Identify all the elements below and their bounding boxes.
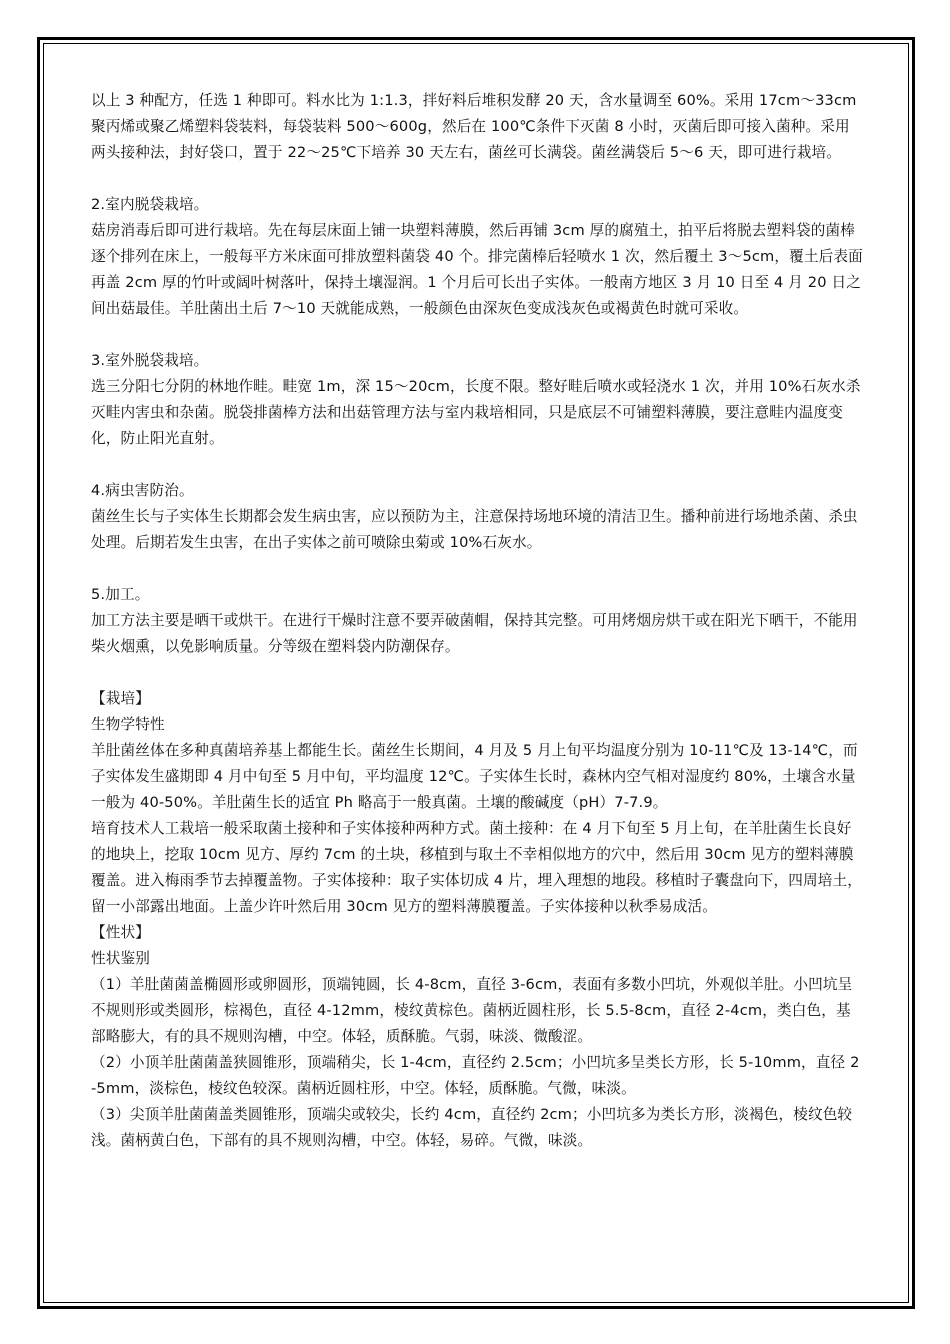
paragraph: （3）尖顶羊肚菌菌盖类圆锥形，顶端尖或较尖，长约 4cm，直径约 2cm；小凹坑多为类长方形，淡褐色，棱纹色较浅。菌柄黄白色，下部有的具不规则沟槽，中空。体轻，易碎。气微，味淡。 (91, 1106, 853, 1149)
paragraph: 菇房消毒后即可进行栽培。先在每层床面上铺一块塑料薄膜，然后再铺 3cm 厚的腐殖土，拍平后将脱去塑料袋的菌棒逐个排列在床上，一般每平方米床面可排放塑料菌袋 40 个。排完菌棒后轻喷水 1 次，然后覆土 3～5cm，覆土后表面再盖 2cm 厚的竹叶或阔叶树落叶，保持土壤湿润。1 个月后可长出子实体。一般南方地区 3 月 10 日至 4 月 20 日之间出菇最佳。羊肚菌出土后 7～10 天就能成熟，一般颜色由深灰色变成浅灰色或褐黄色时就可采收。 (91, 222, 863, 317)
paragraph: 生物学特性 (91, 716, 165, 733)
paragraph: 5.加工。 (91, 586, 150, 603)
paragraph: 羊肚菌丝体在多种真菌培养基上都能生长。菌丝生长期间，4 月及 5 月上旬平均温度分别为 10-11℃及 13-14℃，而子实体发生盛期即 4 月中旬至 5 月中旬，平均温度 12℃。子实体生长时，森林内空气相对湿度约 80%，土壤含水量一般为 40-50%。羊肚菌生长的适宜 Ph 略高于一般真菌。土壤的酸碱度（pH）7-7.9。 (91, 742, 858, 811)
paragraph: 以上 3 种配方，任选 1 种即可。料水比为 1:1.3，拌好料后堆积发酵 20 天，含水量调至 60%。采用 17cm～33cm 聚丙烯或聚乙烯塑料袋装料，每袋装料 500～600g，然后在 100℃条件下灭菌 8 小时，灭菌后即可接入菌种。采用两头接种法，封好袋口，置于 22～25℃下培养 30 天左右，菌丝可长满袋。菌丝满袋后 5～6 天，即可进行栽培。 (91, 92, 857, 161)
paragraph: 加工方法主要是晒干或烘干。在进行干燥时注意不要弄破菌帽，保持其完整。可用烤烟房烘干或在阳光下晒干，不能用柴火烟熏，以免影响质量。分等级在塑料袋内防潮保存。 (91, 612, 858, 655)
paragraph: 2.室内脱袋栽培。 (91, 196, 209, 213)
paragraph: 菌丝生长与子实体生长期都会发生病虫害，应以预防为主，注意保持场地环境的清洁卫生。播种前进行场地杀菌、杀虫处理。后期若发生虫害，在出子实体之前可喷除虫菊或 10%石灰水。 (91, 508, 858, 551)
paragraph-spacer (91, 556, 863, 582)
paragraph: 性状鉴别 (91, 950, 150, 967)
paragraph: （1）羊肚菌菌盖椭圆形或卵圆形，顶端钝圆，长 4-8cm，直径 3-6cm，表面有多数小凹坑，外观似羊肚。小凹坑呈不规则形或类圆形，棕褐色，直径 4-12mm，棱纹黄棕色。菌柄近圆柱形，长 5.5-8cm，直径 2-4cm，类白色，基部略膨大，有的具不规则沟槽，中空。体轻，质酥脆。气弱，味淡、微酸涩。 (91, 976, 853, 1045)
paragraph-spacer (91, 452, 863, 478)
paragraph: 【栽培】 (91, 690, 150, 707)
paragraph: 4.病虫害防治。 (91, 482, 194, 499)
paragraph-spacer (91, 166, 863, 192)
paragraph: 选三分阳七分阴的林地作畦。畦宽 1m，深 15～20cm，长度不限。整好畦后喷水或轻浇水 1 次，并用 10%石灰水杀灭畦内害虫和杂菌。脱袋排菌棒方法和出菇管理方法与室内栽培相同，只是底层不可铺塑料薄膜，要注意畦内温度变化，防止阳光直射。 (91, 378, 861, 447)
paragraph: （2）小顶羊肚菌菌盖狭圆锥形，顶端稍尖，长 1-4cm，直径约 2.5cm；小凹坑多呈类长方形，长 5-10mm，直径 2-5mm，淡棕色，棱纹色较深。菌柄近圆柱形，中空。体轻，质酥脆。气微，味淡。 (91, 1054, 860, 1097)
paragraph: 3.室外脱袋栽培。 (91, 352, 209, 369)
paragraph: 培育技术人工栽培一般采取菌土接种和子实体接种两种方式。菌土接种：在 4 月下旬至 5 月上旬，在羊肚菌生长良好的地块上，挖取 10cm 见方、厚约 7cm 的土块，移植到与取土不幸相似地方的穴中，然后用 30cm 见方的塑料薄膜覆盖。进入梅雨季节去掉覆盖物。子实体接种：取子实体切成 4 片，埋入理想的地段。移植时子囊盘向下，四周培土，留一小部露出地面。上盖少许叶然后用 30cm 见方的塑料薄膜覆盖。子实体接种以秋季易成活。 (91, 820, 862, 915)
document-body (91, 88, 863, 1154)
paragraph-spacer (91, 322, 863, 348)
paragraph: 【性状】 (91, 924, 150, 941)
paragraph-spacer (91, 660, 863, 686)
